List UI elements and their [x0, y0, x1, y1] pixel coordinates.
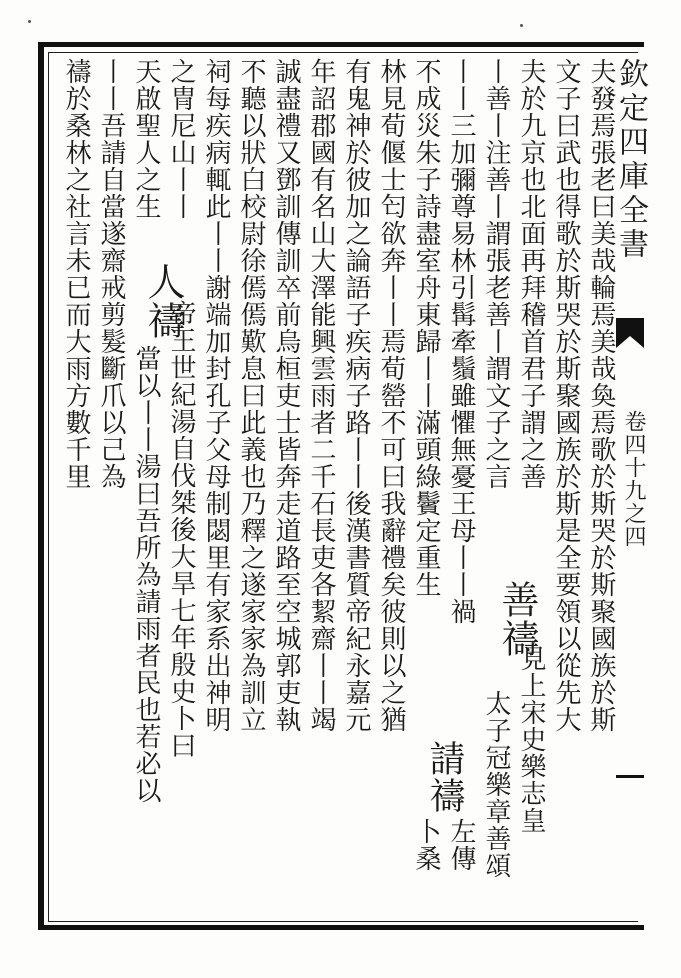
volume-label: 卷四十九之四	[621, 410, 646, 548]
scan-speck	[28, 20, 31, 23]
text-column-11: 不聽以狀白校尉徐傿傿歎息曰此義也乃釋之遂家家為訓立	[236, 58, 266, 733]
text-column-4-note: 太子冠樂章善頌	[481, 690, 511, 879]
text-column-3-note: 見上宋史樂志皇	[516, 645, 546, 834]
text-column-5: 丨丨三加彌尊易林引髯牽鬚雖懼無憂王母丨丨禍	[446, 58, 476, 625]
text-column-6: 不成災朱子詩盡室舟東歸丨丨滿頭綠鬢定重生	[411, 58, 441, 598]
heading-shan-dao: 善禱	[495, 580, 539, 658]
text-column-13: 之冑尼山丨丨	[166, 58, 196, 220]
scan-speck	[520, 24, 523, 27]
text-column-7: 林見荀偃士匄欲奔丨丨焉荀罃不可曰我辭禮矣彼則以之猶	[376, 58, 406, 733]
text-column-12: 祠每疾病輒此丨丨謝端加封孔子父母制閟里有家系出神明	[201, 58, 231, 733]
text-column-2: 文子曰武也得歌於斯哭於斯聚國族於斯是全要領以從先大	[551, 58, 581, 733]
text-column-10: 誠盡禮又鄧訓傳訓卒前烏桓吏士皆奔走道路至空城郭吏執	[271, 58, 301, 733]
text-column-3: 夫於九京也北面再拜稽首君子謂之善	[516, 58, 546, 490]
text-column-7-note: 卜桑	[411, 818, 441, 872]
heading-ren-dao: 人禱	[141, 262, 185, 340]
text-column-14-note: 當以丨丨湯曰吾所為請雨者民也若必以	[131, 345, 161, 804]
text-column-8: 有鬼神於彼加之論語子疾病子路丨丨後漢書質帝紀永嘉元	[341, 58, 371, 733]
book-title: 欽定四庫全書	[613, 58, 648, 262]
fishtail-bottom-mark	[616, 775, 644, 778]
text-column-9: 年詔郡國有名山大澤能興雲雨者二千石長吏各絜齋丨丨竭	[306, 58, 336, 733]
text-column-6-note: 左傳	[446, 818, 476, 872]
text-column-4: 丨善丨注善丨謂張老善丨謂文子之言	[481, 58, 511, 490]
text-column-14: 天啟聖人之生	[131, 58, 161, 220]
text-column-15: 丨丨吾請自當遂齋戒剪髮斷爪以己為	[96, 58, 126, 490]
text-column-16: 禱於桑林之社言未已而大雨方數千里	[61, 58, 91, 490]
heading-qing-dao: 請禱	[424, 740, 465, 814]
text-column-1: 夫發焉張老曰美哉輪焉美哉奐焉歌於斯哭於斯聚國族於斯	[586, 58, 616, 733]
text-column-13-note: 帝王世紀湯自伐桀後大旱七年殷史卜曰	[166, 300, 196, 759]
